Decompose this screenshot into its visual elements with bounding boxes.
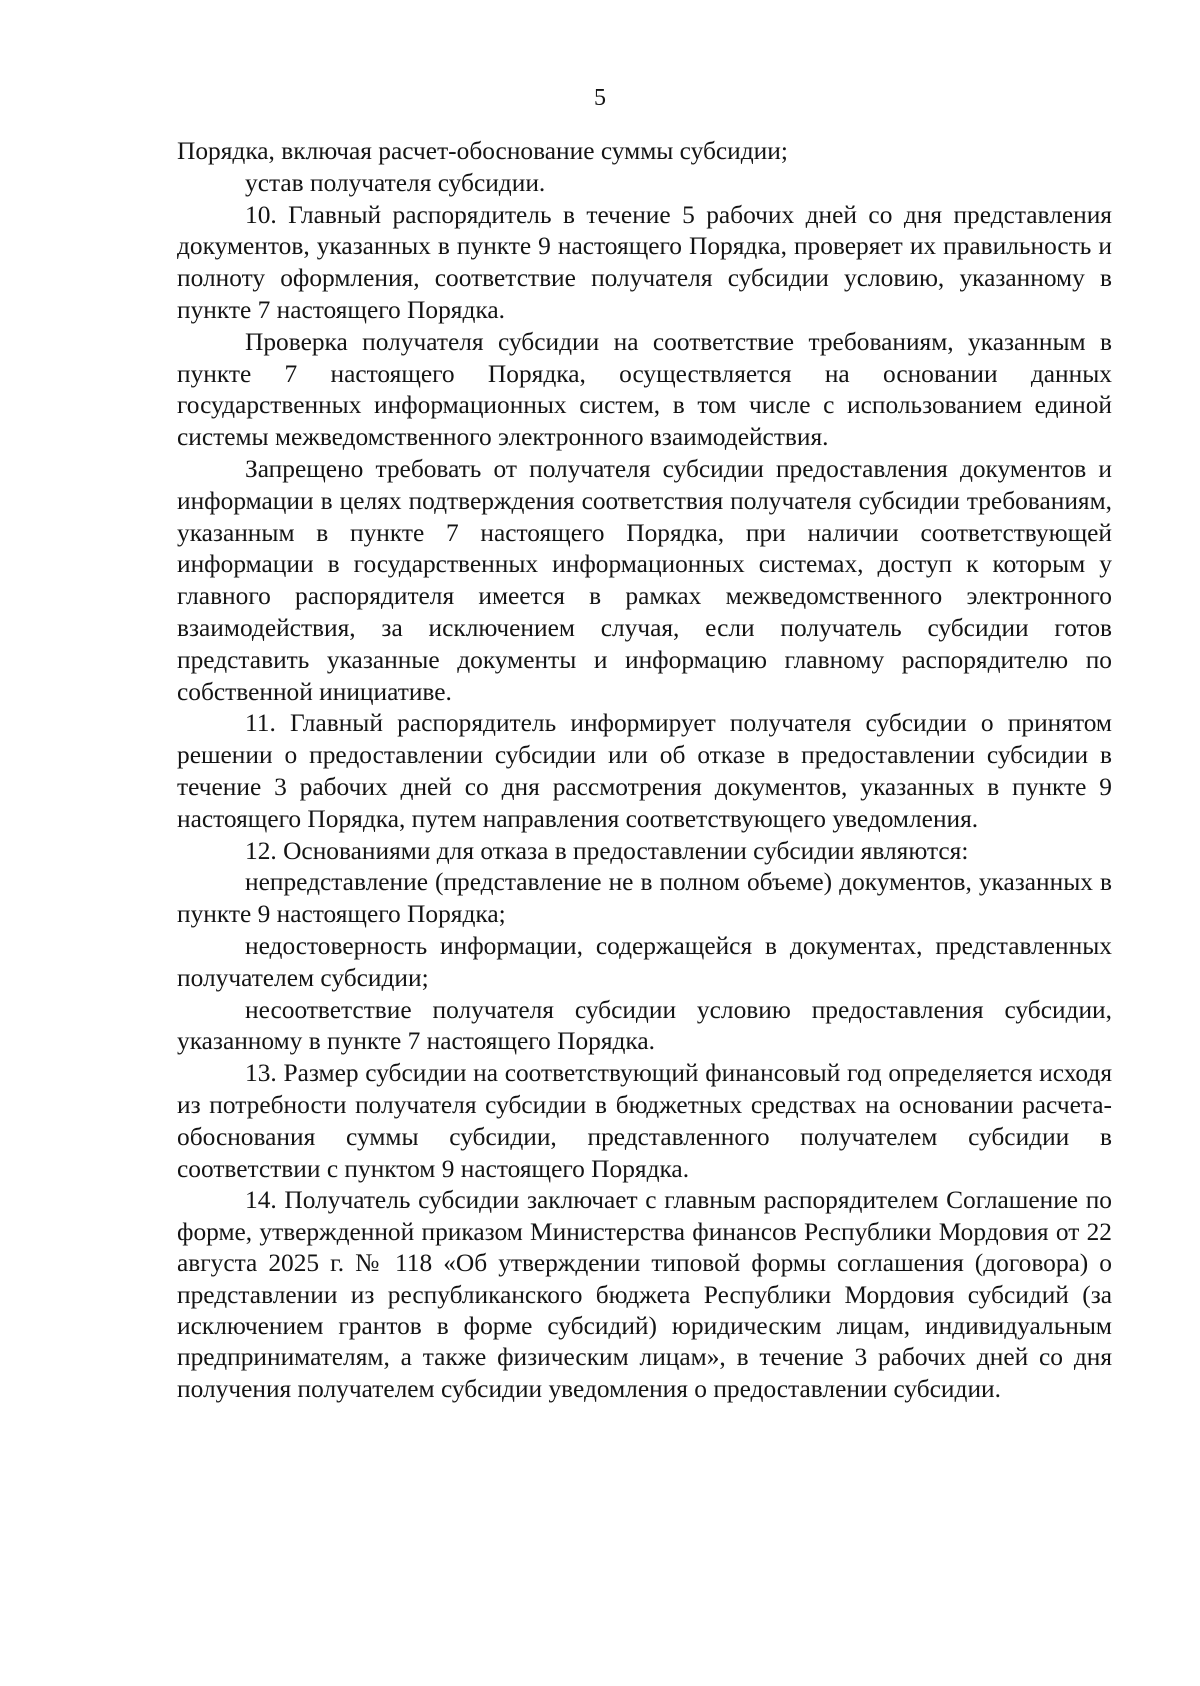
paragraph-item-12: 12. Основаниями для отказа в предоставлении субсидии являются: — [245, 836, 969, 865]
paragraph-item-14: 14. Получатель субсидии заключает с главным распорядителем Соглашение по форме, утвержденной приказом Министерства финансов Республики Мордовия от 22 августа 2025 г. № 118 «Об утверждении типовой формы соглашения (договора) о представлении из республиканского бюджета Республики Мордовия субсидий (за исключением грантов в форме субсидий) юридическим лицам, индивидуальным предпринимателям, а также физическим лицам», в течение 3 рабочих дней со дня получения получателем субсидии уведомления о предоставлении субсидии. — [177, 1186, 1112, 1403]
paragraph-prohibition: Запрещено требовать от получателя субсидии предоставления документов и информации в целях подтверждения соответствия получателя субсидии требованиям, указанным в пункте 7 настоящего Порядка, при наличии соответствующей информации в государственных информационных системах, доступ к которым у главного распорядителя имеется в рамках межведомственного электронного взаимодействия, за исключением случая, если получатель субсидии готов представить указанные документы и информацию главному распорядителю по собственной инициативе. — [177, 454, 1112, 706]
paragraph-charter: устав получателя субсидии. — [245, 168, 546, 197]
paragraph-continuation: Порядка, включая расчет-обоснование суммы субсидии; — [177, 137, 788, 165]
paragraph-item-10: 10. Главный распорядитель в течение 5 рабочих дней со дня представления документов, указанных в пункте 9 настоящего Порядка, проверяет их правильность и полноту оформления, соответствие получателя субсидии условию, указанному в пункте 7 настоящего Порядка. — [177, 200, 1112, 324]
paragraph-verification: Проверка получателя субсидии на соответствие требованиям, указанным в пункте 7 настоящего Порядка, осуществляется на основании данных государственных информационных систем, в том числе с использованием единой системы межведомственного электронного взаимодействия. — [177, 327, 1112, 452]
paragraph-refusal-reason-3: несоответствие получателя субсидии условию предоставления субсидии, указанному в пункте 7 настоящего Порядка. — [177, 995, 1112, 1056]
paragraph-refusal-reason-2: недостоверность информации, содержащейся в документах, представленных получателем субсидии; — [177, 931, 1112, 992]
page-number: 5 — [594, 85, 606, 111]
document-body — [177, 136, 1112, 1405]
paragraph-item-13: 13. Размер субсидии на соответствующий финансовый год определяется исходя из потребности получателя субсидии в бюджетных средствах на основании расчета-обоснования суммы субсидии, представленного получателем субсидии в соответствии с пунктом 9 настоящего Порядка. — [177, 1059, 1112, 1183]
paragraph-item-11: 11. Главный распорядитель информирует получателя субсидии о принятом решении о предоставлении субсидии или об отказе в предоставлении субсидии в течение 3 рабочих дней со дня рассмотрения документов, указанных в пункте 9 настоящего Порядка, путем направления соответствующего уведомления. — [177, 709, 1112, 833]
paragraph-refusal-reason-1: непредставление (представление не в полном объеме) документов, указанных в пункте 9 настоящего Порядка; — [177, 868, 1112, 929]
